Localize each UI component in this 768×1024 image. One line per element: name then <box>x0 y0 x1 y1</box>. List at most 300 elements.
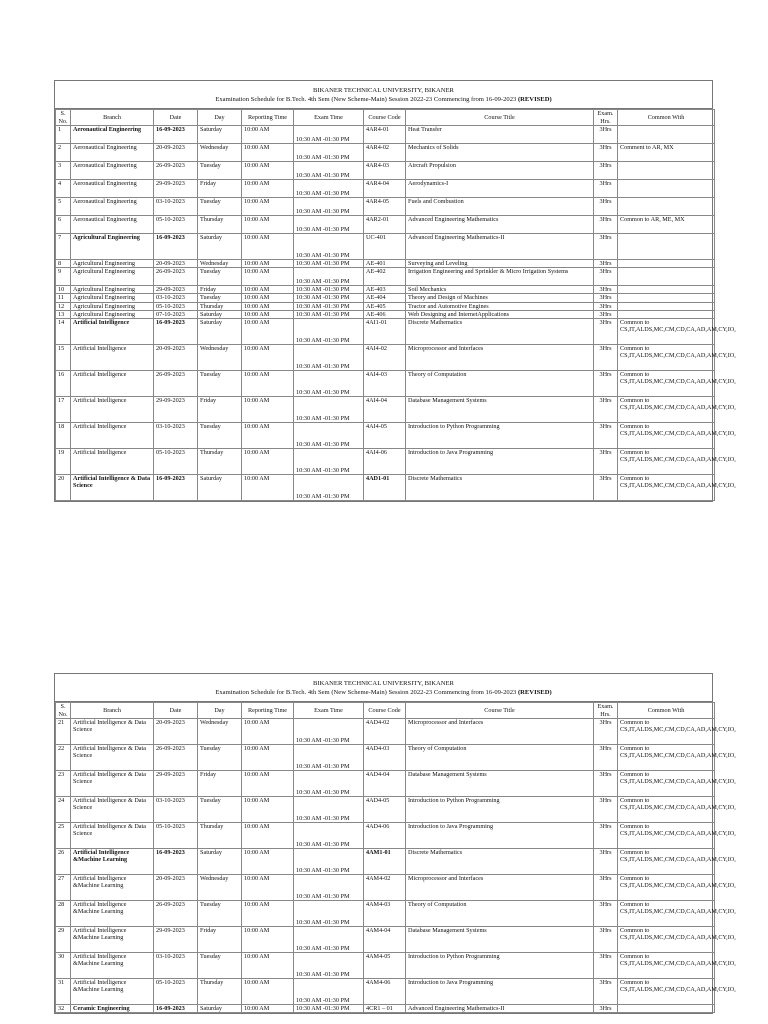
table-row <box>56 875 715 901</box>
cell-sno: 7 <box>56 234 71 260</box>
cell-branch: Agricultural Engineering <box>71 234 154 260</box>
cell-exam-hrs: 3Hrs <box>594 260 618 268</box>
cell-course-title: Microprocessor and Interfaces <box>406 345 594 371</box>
cell-date: 16-09-2023 <box>154 849 198 875</box>
cell-reporting-time: 10:00 AM <box>242 216 294 234</box>
cell-course-title: Database Management Systems <box>406 397 594 423</box>
cell-date: 16-09-2023 <box>154 126 198 144</box>
cell-course-title: Web Designing and InternetApplications <box>406 310 594 318</box>
cell-exam-time: 10:30 AM -01:30 PM <box>294 771 364 797</box>
cell-course-title: Theory of Computation <box>406 371 594 397</box>
cell-date: 29-09-2023 <box>154 927 198 953</box>
cell-reporting-time: 10:00 AM <box>242 302 294 310</box>
cell-sno: 29 <box>56 927 71 953</box>
cell-date: 26-09-2023 <box>154 162 198 180</box>
cell-exam-time: 10:30 AM -01:30 PM <box>294 268 364 286</box>
cell-exam-hrs: 3Hrs <box>594 449 618 475</box>
cell-day: Friday <box>198 397 242 423</box>
cell-exam-time: 10:30 AM -01:30 PM <box>294 260 364 268</box>
cell-exam-time: 10:30 AM -01:30 PM <box>294 927 364 953</box>
cell-date: 05-10-2023 <box>154 823 198 849</box>
cell-sno: 20 <box>56 475 71 501</box>
cell-course-title: Discrete Mathematics <box>406 475 594 501</box>
cell-sno: 9 <box>56 268 71 286</box>
cell-date: 20-09-2023 <box>154 260 198 268</box>
cell-reporting-time: 10:00 AM <box>242 294 294 302</box>
cell-date: 05-10-2023 <box>154 216 198 234</box>
cell-day: Thursday <box>198 302 242 310</box>
cell-day: Tuesday <box>198 901 242 927</box>
cell-course-title: Microprocessor and Interfaces <box>406 719 594 745</box>
cell-course-title: Introduction to Java Programming <box>406 823 594 849</box>
cell-sno: 3 <box>56 162 71 180</box>
cell-common-with: Common to CS,IT,ALDS,MC,CM,CD,CA,AD,AM,CY,IO, <box>618 345 715 371</box>
cell-common-with <box>618 260 715 268</box>
schedule-subtitle: Examination Schedule for B.Tech. 4th Sem (New Scheme-Main) Session 2022-23 Commencing from 16-09-2023 (REVISED) <box>215 689 552 696</box>
cell-common-with: Common to CS,IT,ALDS,MC,CM,CD,CA,AD,AM,CY,IO, <box>618 475 715 501</box>
cell-day: Tuesday <box>198 371 242 397</box>
cell-common-with <box>618 234 715 260</box>
table-row <box>56 216 715 234</box>
cell-common-with <box>618 1005 715 1013</box>
cell-reporting-time: 10:00 AM <box>242 449 294 475</box>
cell-reporting-time: 10:00 AM <box>242 979 294 1005</box>
table-row <box>56 286 715 294</box>
table-row <box>56 719 715 745</box>
cell-day: Saturday <box>198 126 242 144</box>
cell-day: Wednesday <box>198 144 242 162</box>
cell-reporting-time: 10:00 AM <box>242 771 294 797</box>
cell-exam-hrs: 3Hrs <box>594 180 618 198</box>
cell-exam-hrs: 3Hrs <box>594 302 618 310</box>
cell-branch: Artificial Intelligence <box>71 397 154 423</box>
cell-exam-time: 10:30 AM -01:30 PM <box>294 745 364 771</box>
cell-exam-time: 10:30 AM -01:30 PM <box>294 126 364 144</box>
cell-branch: Artificial Intelligence &Machine Learning <box>71 875 154 901</box>
col-header-exam-time: Exam Time <box>294 703 364 719</box>
cell-date: 26-09-2023 <box>154 371 198 397</box>
cell-course-title: Theory of Computation <box>406 745 594 771</box>
table-row <box>56 180 715 198</box>
cell-date: 26-09-2023 <box>154 901 198 927</box>
table-row <box>56 771 715 797</box>
cell-branch: Agricultural Engineering <box>71 286 154 294</box>
cell-date: 29-09-2023 <box>154 286 198 294</box>
cell-course-title: Database Management Systems <box>406 771 594 797</box>
table-row <box>56 345 715 371</box>
cell-course-code: 4AM4-05 <box>364 953 406 979</box>
cell-course-code: 4AI4-04 <box>364 397 406 423</box>
schedule-sheet-1 <box>54 80 736 502</box>
cell-date: 20-09-2023 <box>154 875 198 901</box>
cell-branch: Ceramic Engineering <box>71 1005 154 1013</box>
cell-day: Saturday <box>198 310 242 318</box>
cell-course-code: UC-401 <box>364 234 406 260</box>
cell-date: 07-10-2023 <box>154 310 198 318</box>
cell-day: Saturday <box>198 319 242 345</box>
cell-exam-hrs: 3Hrs <box>594 475 618 501</box>
cell-reporting-time: 10:00 AM <box>242 345 294 371</box>
cell-exam-hrs: 3Hrs <box>594 144 618 162</box>
cell-branch: Artificial Intelligence &Machine Learning <box>71 953 154 979</box>
cell-reporting-time: 10:00 AM <box>242 875 294 901</box>
cell-common-with <box>618 294 715 302</box>
cell-sno: 24 <box>56 797 71 823</box>
cell-common-with <box>618 302 715 310</box>
cell-date: 05-10-2023 <box>154 302 198 310</box>
cell-day: Wednesday <box>198 260 242 268</box>
table-row <box>56 475 715 501</box>
cell-reporting-time: 10:00 AM <box>242 475 294 501</box>
cell-course-code: AE-402 <box>364 268 406 286</box>
cell-reporting-time: 10:00 AM <box>242 719 294 745</box>
cell-exam-time: 10:30 AM -01:30 PM <box>294 310 364 318</box>
cell-exam-time: 10:30 AM -01:30 PM <box>294 1005 364 1013</box>
cell-date: 20-09-2023 <box>154 345 198 371</box>
cell-date: 29-09-2023 <box>154 771 198 797</box>
col-header-exam-hrs: Exam. Hrs. <box>594 703 618 719</box>
cell-branch: Artificial Intelligence & Data Science <box>71 745 154 771</box>
cell-common-with: Common to CS,IT,ALDS,MC,CM,CD,CA,AD,AM,CY,IO, <box>618 319 715 345</box>
cell-common-with: Common to CS,IT,ALDS,MC,CM,CD,CA,AD,AM,CY,IO, <box>618 797 715 823</box>
cell-course-title: Mechanics of Solids <box>406 144 594 162</box>
cell-course-code: 4AM4-04 <box>364 927 406 953</box>
cell-date: 05-10-2023 <box>154 449 198 475</box>
cell-course-code: 4AM1-01 <box>364 849 406 875</box>
cell-exam-hrs: 3Hrs <box>594 294 618 302</box>
cell-date: 16-09-2023 <box>154 475 198 501</box>
cell-day: Tuesday <box>198 797 242 823</box>
col-header-branch: Branch <box>71 703 154 719</box>
col-header-exam-hrs: Exam. Hrs. <box>594 110 618 126</box>
cell-date: 03-10-2023 <box>154 198 198 216</box>
cell-course-title: Aerodynamics-I <box>406 180 594 198</box>
table-row <box>56 319 715 345</box>
schedule-sheet-2 <box>54 673 736 1014</box>
cell-course-title: Irrigation Engineering and Sprinkler & Micro Irrigation Systems <box>406 268 594 286</box>
schedule-subtitle: Examination Schedule for B.Tech. 4th Sem (New Scheme-Main) Session 2022-23 Commencing from 16-09-2023 (REVISED) <box>215 96 552 103</box>
cell-reporting-time: 10:00 AM <box>242 144 294 162</box>
cell-branch: Artificial Intelligence & Data Science <box>71 475 154 501</box>
cell-exam-time: 10:30 AM -01:30 PM <box>294 144 364 162</box>
cell-sno: 10 <box>56 286 71 294</box>
cell-sno: 17 <box>56 397 71 423</box>
table-row <box>56 162 715 180</box>
cell-exam-hrs: 3Hrs <box>594 875 618 901</box>
cell-course-code: 4AD4-03 <box>364 745 406 771</box>
revised-label: (REVISED) <box>517 96 552 103</box>
col-header-exam-time: Exam Time <box>294 110 364 126</box>
cell-common-with: Common to CS,IT,ALDS,MC,CM,CD,CA,AD,AM,CY,IO, <box>618 927 715 953</box>
cell-date: 05-10-2023 <box>154 979 198 1005</box>
cell-course-title: Fuels and Combustion <box>406 198 594 216</box>
cell-day: Saturday <box>198 475 242 501</box>
cell-exam-hrs: 3Hrs <box>594 286 618 294</box>
cell-sno: 27 <box>56 875 71 901</box>
cell-sno: 8 <box>56 260 71 268</box>
cell-branch: Artificial Intelligence & Data Science <box>71 797 154 823</box>
col-header-day: Day <box>198 703 242 719</box>
cell-branch: Artificial Intelligence & Data Science <box>71 823 154 849</box>
cell-branch: Artificial Intelligence & Data Science <box>71 719 154 745</box>
cell-course-title: Theory and Design of Machines <box>406 294 594 302</box>
cell-day: Tuesday <box>198 745 242 771</box>
cell-exam-time: 10:30 AM -01:30 PM <box>294 719 364 745</box>
schedule-table-1 <box>55 109 736 501</box>
cell-reporting-time: 10:00 AM <box>242 198 294 216</box>
table-row <box>56 397 715 423</box>
cell-exam-time: 10:30 AM -01:30 PM <box>294 371 364 397</box>
col-header-reporting-time: Reporting Time <box>242 110 294 126</box>
cell-branch: Agricultural Engineering <box>71 260 154 268</box>
cell-sno: 18 <box>56 423 71 449</box>
cell-course-code: 4AI4-06 <box>364 449 406 475</box>
cell-branch: Artificial Intelligence <box>71 345 154 371</box>
cell-common-with: Common to CS,IT,ALDS,MC,CM,CD,CA,AD,AM,CY,IO, <box>618 719 715 745</box>
table-row <box>56 371 715 397</box>
cell-course-code: 4AI4-02 <box>364 345 406 371</box>
col-header-course-title: Course Title <box>406 703 594 719</box>
cell-course-code: 4AI4-03 <box>364 371 406 397</box>
schedule-header-2 <box>55 674 712 702</box>
cell-common-with: Common to CS,IT,ALDS,MC,CM,CD,CA,AD,AM,CY,IO, <box>618 371 715 397</box>
cell-exam-time: 10:30 AM -01:30 PM <box>294 180 364 198</box>
cell-date: 26-09-2023 <box>154 268 198 286</box>
cell-exam-hrs: 3Hrs <box>594 345 618 371</box>
cell-course-code: 4AR4-05 <box>364 198 406 216</box>
cell-common-with: Common to CS,IT,ALDS,MC,CM,CD,CA,AD,AM,CY,IO, <box>618 901 715 927</box>
table-row <box>56 979 715 1005</box>
cell-reporting-time: 10:00 AM <box>242 927 294 953</box>
cell-reporting-time: 10:00 AM <box>242 849 294 875</box>
cell-branch: Aeronautical Engineering <box>71 216 154 234</box>
cell-day: Friday <box>198 286 242 294</box>
cell-day: Wednesday <box>198 345 242 371</box>
col-header-course-code: Course Code <box>364 703 406 719</box>
cell-course-code: 4AI1-01 <box>364 319 406 345</box>
cell-reporting-time: 10:00 AM <box>242 797 294 823</box>
table-row <box>56 927 715 953</box>
col-header-date: Date <box>154 703 198 719</box>
cell-course-title: Introduction to Java Programming <box>406 449 594 475</box>
cell-day: Thursday <box>198 216 242 234</box>
cell-course-title: Database Management Systems <box>406 927 594 953</box>
cell-sno: 19 <box>56 449 71 475</box>
cell-date: 29-09-2023 <box>154 397 198 423</box>
cell-sno: 31 <box>56 979 71 1005</box>
cell-sno: 12 <box>56 302 71 310</box>
cell-exam-hrs: 3Hrs <box>594 797 618 823</box>
table-row <box>56 234 715 260</box>
cell-exam-time: 10:30 AM -01:30 PM <box>294 875 364 901</box>
cell-date: 16-09-2023 <box>154 319 198 345</box>
cell-reporting-time: 10:00 AM <box>242 823 294 849</box>
cell-branch: Artificial Intelligence &Machine Learning <box>71 979 154 1005</box>
cell-common-with: Common to CS,IT,ALDS,MC,CM,CD,CA,AD,AM,CY,IO, <box>618 875 715 901</box>
cell-course-title: Microprocessor and Interfaces <box>406 875 594 901</box>
cell-branch: Agricultural Engineering <box>71 294 154 302</box>
cell-date: 20-09-2023 <box>154 144 198 162</box>
cell-exam-time: 10:30 AM -01:30 PM <box>294 216 364 234</box>
cell-common-with: Common to CS,IT,ALDS,MC,CM,CD,CA,AD,AM,CY,IO, <box>618 745 715 771</box>
cell-exam-time: 10:30 AM -01:30 PM <box>294 198 364 216</box>
cell-common-with: Comment to AR, MX <box>618 144 715 162</box>
cell-exam-hrs: 3Hrs <box>594 397 618 423</box>
cell-exam-hrs: 3Hrs <box>594 268 618 286</box>
cell-course-code: 4AD4-06 <box>364 823 406 849</box>
cell-day: Saturday <box>198 1005 242 1013</box>
cell-exam-hrs: 3Hrs <box>594 719 618 745</box>
cell-course-title: Introduction to Python Programming <box>406 797 594 823</box>
cell-exam-hrs: 3Hrs <box>594 1005 618 1013</box>
cell-sno: 13 <box>56 310 71 318</box>
cell-common-with: Common to CS,IT,ALDS,MC,CM,CD,CA,AD,AM,CY,IO, <box>618 771 715 797</box>
cell-date: 29-09-2023 <box>154 180 198 198</box>
cell-exam-hrs: 3Hrs <box>594 319 618 345</box>
cell-course-code: 4AR4-03 <box>364 162 406 180</box>
cell-course-code: 4AD4-02 <box>364 719 406 745</box>
cell-course-code: AE-403 <box>364 286 406 294</box>
cell-date: 26-09-2023 <box>154 745 198 771</box>
cell-sno: 5 <box>56 198 71 216</box>
cell-reporting-time: 10:00 AM <box>242 745 294 771</box>
cell-sno: 16 <box>56 371 71 397</box>
cell-course-code: AE-405 <box>364 302 406 310</box>
cell-exam-hrs: 3Hrs <box>594 371 618 397</box>
cell-exam-time: 10:30 AM -01:30 PM <box>294 475 364 501</box>
cell-reporting-time: 10:00 AM <box>242 162 294 180</box>
cell-day: Tuesday <box>198 953 242 979</box>
cell-exam-hrs: 3Hrs <box>594 162 618 180</box>
cell-course-title: Advanced Engineering Mathematics-II <box>406 1005 594 1013</box>
cell-course-code: 4CR1 – 01 <box>364 1005 406 1013</box>
cell-branch: Artificial Intelligence <box>71 319 154 345</box>
cell-date: 16-09-2023 <box>154 234 198 260</box>
col-header-course-code: Course Code <box>364 110 406 126</box>
cell-course-title: Advanced Engineering Mathematics-II <box>406 234 594 260</box>
table-row <box>56 823 715 849</box>
col-header-reporting-time: Reporting Time <box>242 703 294 719</box>
cell-date: 03-10-2023 <box>154 423 198 449</box>
cell-common-with <box>618 286 715 294</box>
cell-course-title: Tractor and Automotive Engines <box>406 302 594 310</box>
cell-course-code: AE-406 <box>364 310 406 318</box>
cell-common-with: Common to CS,IT,ALDS,MC,CM,CD,CA,AD,AM,CY,IO, <box>618 423 715 449</box>
cell-exam-time: 10:30 AM -01:30 PM <box>294 423 364 449</box>
cell-course-code: 4AM4-02 <box>364 875 406 901</box>
cell-branch: Aeronautical Engineering <box>71 126 154 144</box>
cell-course-title: Theory of Computation <box>406 901 594 927</box>
cell-common-with: Common to CS,IT,ALDS,MC,CM,CD,CA,AD,AM,CY,IO, <box>618 397 715 423</box>
cell-date: 20-09-2023 <box>154 719 198 745</box>
col-header-sno: S. No. <box>56 110 71 126</box>
cell-common-with <box>618 268 715 286</box>
cell-reporting-time: 10:00 AM <box>242 397 294 423</box>
cell-exam-hrs: 3Hrs <box>594 216 618 234</box>
cell-exam-time: 10:30 AM -01:30 PM <box>294 319 364 345</box>
cell-exam-hrs: 3Hrs <box>594 234 618 260</box>
cell-course-title: Soil Mechanics <box>406 286 594 294</box>
col-header-date: Date <box>154 110 198 126</box>
cell-reporting-time: 10:00 AM <box>242 319 294 345</box>
cell-exam-time: 10:30 AM -01:30 PM <box>294 979 364 1005</box>
cell-exam-hrs: 3Hrs <box>594 423 618 449</box>
table-row <box>56 302 715 310</box>
cell-course-code: 4AM4-03 <box>364 901 406 927</box>
cell-course-title: Introduction to Python Programming <box>406 953 594 979</box>
table-row <box>56 268 715 286</box>
revised-label: (REVISED) <box>517 689 552 696</box>
cell-sno: 14 <box>56 319 71 345</box>
cell-course-code: 4AR4-01 <box>364 126 406 144</box>
cell-branch: Artificial Intelligence &Machine Learning <box>71 901 154 927</box>
cell-sno: 21 <box>56 719 71 745</box>
cell-exam-time: 10:30 AM -01:30 PM <box>294 953 364 979</box>
cell-course-title: Advanced Engineering Mathematics <box>406 216 594 234</box>
col-header-day: Day <box>198 110 242 126</box>
cell-course-code: 4AR4-02 <box>364 144 406 162</box>
cell-sno: 28 <box>56 901 71 927</box>
cell-branch: Aeronautical Engineering <box>71 162 154 180</box>
cell-exam-time: 10:30 AM -01:30 PM <box>294 294 364 302</box>
cell-exam-time: 10:30 AM -01:30 PM <box>294 901 364 927</box>
cell-sno: 6 <box>56 216 71 234</box>
cell-branch: Agricultural Engineering <box>71 268 154 286</box>
university-title: BIKANER TECHNICAL UNIVERSITY, BIKANER <box>313 87 454 94</box>
cell-date: 16-09-2023 <box>154 1005 198 1013</box>
cell-day: Saturday <box>198 849 242 875</box>
cell-exam-hrs: 3Hrs <box>594 901 618 927</box>
cell-sno: 26 <box>56 849 71 875</box>
cell-exam-hrs: 3Hrs <box>594 953 618 979</box>
cell-day: Saturday <box>198 234 242 260</box>
cell-course-code: 4AR2-01 <box>364 216 406 234</box>
cell-sno: 4 <box>56 180 71 198</box>
university-title: BIKANER TECHNICAL UNIVERSITY, BIKANER <box>313 680 454 687</box>
schedule-table-2 <box>55 702 736 1013</box>
cell-reporting-time: 10:00 AM <box>242 260 294 268</box>
col-header-course-title: Course Title <box>406 110 594 126</box>
cell-exam-hrs: 3Hrs <box>594 771 618 797</box>
table-row <box>56 260 715 268</box>
cell-exam-time: 10:30 AM -01:30 PM <box>294 449 364 475</box>
cell-date: 03-10-2023 <box>154 294 198 302</box>
table-row <box>56 1005 715 1013</box>
cell-course-title: Discrete Mathematics <box>406 319 594 345</box>
cell-day: Tuesday <box>198 294 242 302</box>
table-row <box>56 310 715 318</box>
cell-course-title: Introduction to Python Programming <box>406 423 594 449</box>
cell-exam-time: 10:30 AM -01:30 PM <box>294 823 364 849</box>
cell-sno: 22 <box>56 745 71 771</box>
cell-course-code: 4AD4-05 <box>364 797 406 823</box>
cell-exam-hrs: 3Hrs <box>594 927 618 953</box>
cell-course-title: Introduction to Java Programming <box>406 979 594 1005</box>
cell-exam-hrs: 3Hrs <box>594 126 618 144</box>
cell-common-with: Common to CS,IT,ALDS,MC,CM,CD,CA,AD,AM,CY,IO, <box>618 823 715 849</box>
cell-exam-hrs: 3Hrs <box>594 745 618 771</box>
cell-exam-time: 10:30 AM -01:30 PM <box>294 397 364 423</box>
cell-date: 03-10-2023 <box>154 797 198 823</box>
cell-sno: 32 <box>56 1005 71 1013</box>
cell-course-code: 4AI4-05 <box>364 423 406 449</box>
cell-branch: Aeronautical Engineering <box>71 144 154 162</box>
cell-common-with: Common to CS,IT,ALDS,MC,CM,CD,CA,AD,AM,CY,IO, <box>618 849 715 875</box>
cell-exam-time: 10:30 AM -01:30 PM <box>294 162 364 180</box>
cell-common-with <box>618 180 715 198</box>
cell-course-title: Surveying and Leveling <box>406 260 594 268</box>
cell-sno: 15 <box>56 345 71 371</box>
